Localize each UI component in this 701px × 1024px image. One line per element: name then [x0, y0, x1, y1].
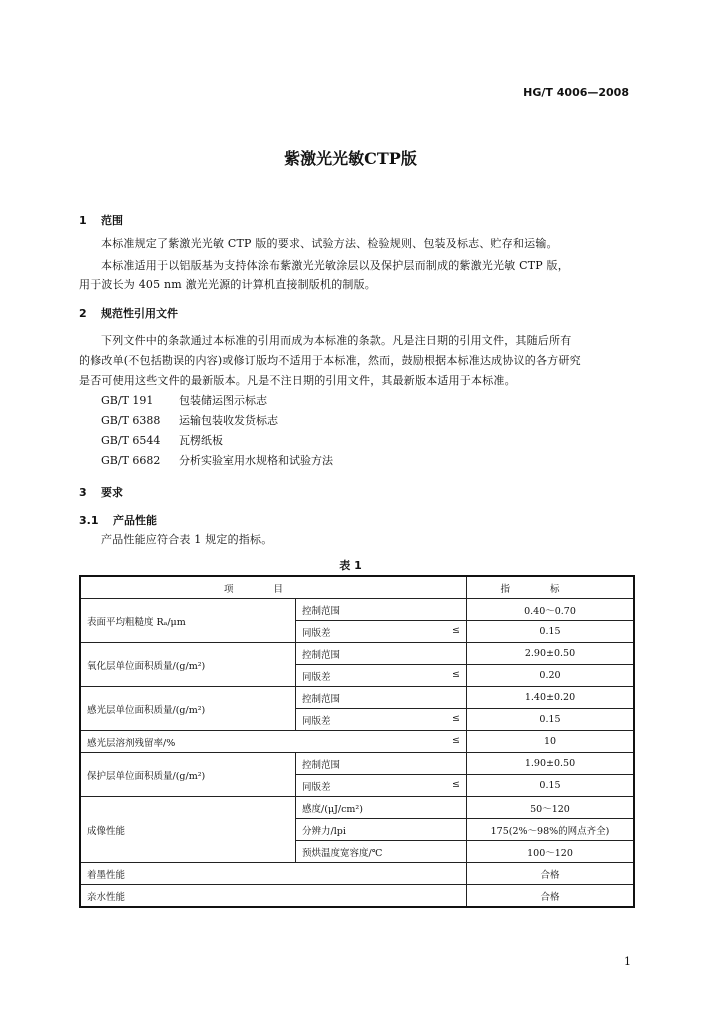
value-cell: 100～120	[467, 841, 635, 863]
less-equal-symbol: ≤	[452, 712, 460, 724]
reference-name: 包装储运图示标志	[179, 394, 267, 407]
section-number: 1	[79, 214, 87, 227]
section-1-heading	[79, 212, 123, 228]
item-cell: 感光层单位面积质量/(g/m²)	[80, 687, 296, 731]
item-cell: 氧化层单位面积质量/(g/m²)	[80, 643, 296, 687]
value-cell: 1.40±0.20	[467, 687, 635, 709]
reference-item	[101, 411, 278, 430]
table-row	[80, 885, 634, 908]
subsection-3-1-text: 产品性能应符合表 1 规定的指标。	[101, 533, 273, 546]
table-header-row	[80, 576, 634, 599]
reference-code: GB/T 6682	[101, 454, 161, 467]
sub-item-cell: 预烘温度宽容度/℃	[296, 841, 467, 863]
item-cell: 亲水性能	[80, 885, 467, 908]
header-item: 项目	[80, 576, 467, 599]
less-equal-symbol: ≤	[452, 778, 460, 790]
table-row	[80, 731, 634, 753]
section-2-paragraph-line-2: 的修改单(不包括勘误的内容)或修订版均不适用于本标准，然而，鼓励根据本标准达成协议的各方研究	[79, 354, 581, 367]
value-cell: 0.15	[467, 709, 635, 731]
reference-name: 瓦楞纸板	[179, 434, 223, 447]
value-cell: 合格	[467, 863, 635, 885]
value-cell: 2.90±0.50	[467, 643, 635, 665]
sub-item-cell	[296, 621, 467, 643]
sub-item-cell: 感度/(μJ/cm²)	[296, 797, 467, 819]
section-1-paragraph-2-line-1: 本标准适用于以铝版基为支持体涂布紫激光光敏涂层以及保护层而制成的紫激光光敏 CTP 版，	[101, 259, 569, 272]
item-cell: 保护层单位面积质量/(g/m²)	[80, 753, 296, 797]
subsection-title: 产品性能	[113, 514, 157, 527]
sub-item-cell: 控制范围	[296, 599, 467, 621]
sub-item-cell: 分辨力/lpi	[296, 819, 467, 841]
item-cell: 着墨性能	[80, 863, 467, 885]
sub-item-cell: 控制范围	[296, 687, 467, 709]
less-equal-symbol: ≤	[452, 624, 460, 636]
value-cell: 10	[467, 731, 635, 753]
item-cell	[80, 731, 467, 753]
reference-code: GB/T 191	[101, 394, 154, 407]
section-title: 范围	[101, 214, 123, 227]
table-row	[80, 599, 634, 621]
sub-item-label: 同版差	[302, 627, 331, 639]
sub-item-label: 同版差	[302, 671, 331, 683]
standard-code: HG/T 4006—2008	[523, 86, 629, 99]
value-cell: 175(2%～98%的网点齐全)	[467, 819, 635, 841]
sub-item-cell	[296, 665, 467, 687]
section-number: 3	[79, 486, 87, 499]
less-equal-symbol: ≤	[452, 668, 460, 680]
sub-item-cell: 控制范围	[296, 643, 467, 665]
section-2-paragraph-line-3: 是否可使用这些文件的最新版本。凡是不注日期的引用文件，其最新版本适用于本标准。	[79, 374, 516, 387]
sub-item-cell	[296, 775, 467, 797]
item-label: 感光层溶剂残留率/%	[87, 737, 176, 749]
reference-item	[101, 391, 267, 410]
section-1-paragraph-2-line-2: 用于波长为 405 nm 激光光源的计算机直接制版机的制版。	[79, 278, 376, 291]
subsection-number: 3.1	[79, 514, 99, 527]
section-title: 要求	[101, 486, 123, 499]
subsection-3-1-heading	[79, 512, 157, 528]
reference-name: 分析实验室用水规格和试验方法	[179, 454, 333, 467]
value-cell: 0.40～0.70	[467, 599, 635, 621]
reference-item	[101, 431, 223, 450]
value-cell: 0.15	[467, 775, 635, 797]
less-equal-symbol: ≤	[452, 734, 460, 746]
item-cell: 成像性能	[80, 797, 296, 863]
reference-item	[101, 451, 333, 470]
specification-table	[79, 575, 635, 908]
table-row	[80, 863, 634, 885]
sub-item-cell	[296, 709, 467, 731]
page-number: 1	[624, 955, 631, 968]
item-cell: 表面平均粗糙度 Rₐ/μm	[80, 599, 296, 643]
section-3-heading	[79, 484, 123, 500]
section-2-paragraph-line-1: 下列文件中的条款通过本标准的引用而成为本标准的条款。凡是注日期的引用文件，其随后所有	[101, 334, 572, 347]
section-number: 2	[79, 307, 87, 320]
value-cell: 1.90±0.50	[467, 753, 635, 775]
value-cell: 0.20	[467, 665, 635, 687]
table-row	[80, 797, 634, 819]
section-2-heading	[79, 305, 178, 321]
sub-item-label: 同版差	[302, 781, 331, 793]
section-1-paragraph-1: 本标准规定了紫激光光敏 CTP 版的要求、试验方法、检验规则、包装及标志、贮存和运输。	[101, 237, 558, 250]
document-title: 紫激光光敏CTP版	[284, 149, 417, 168]
value-cell: 50～120	[467, 797, 635, 819]
section-title: 规范性引用文件	[101, 307, 178, 320]
reference-name: 运输包装收发货标志	[179, 414, 278, 427]
reference-code: GB/T 6388	[101, 414, 161, 427]
table-row	[80, 753, 634, 775]
sub-item-cell: 控制范围	[296, 753, 467, 775]
header-value: 指标	[467, 576, 635, 599]
value-cell: 合格	[467, 885, 635, 908]
table-caption: 表 1	[339, 559, 362, 572]
value-cell: 0.15	[467, 621, 635, 643]
reference-code: GB/T 6544	[101, 434, 161, 447]
sub-item-label: 同版差	[302, 715, 331, 727]
table-row	[80, 687, 634, 709]
table-row	[80, 643, 634, 665]
